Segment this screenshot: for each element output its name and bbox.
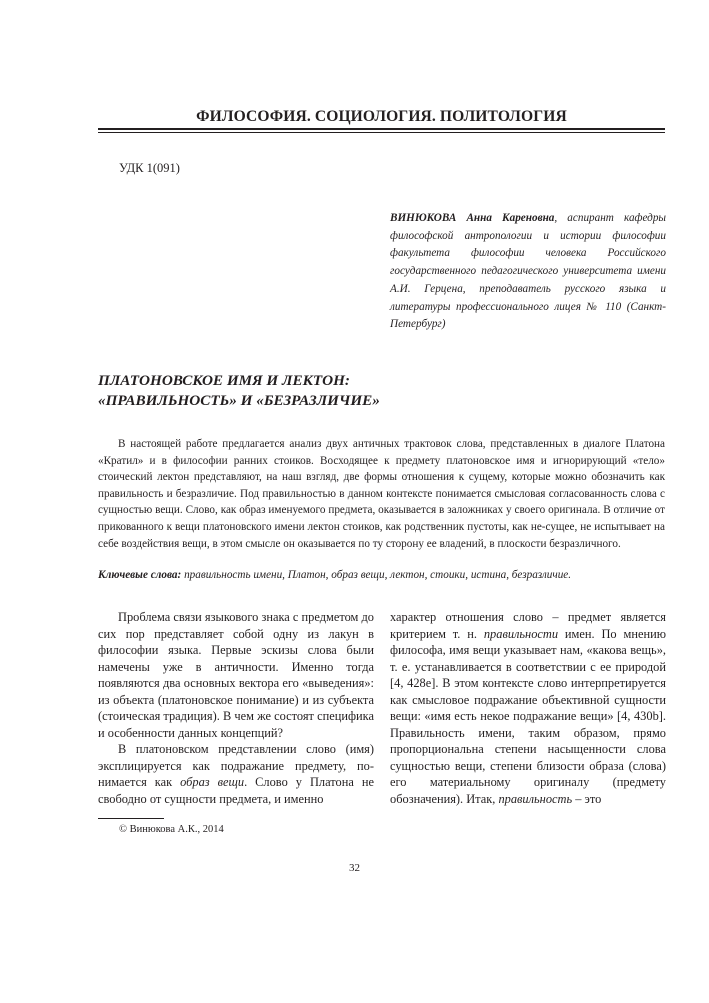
text-run: – это [572,792,602,807]
keywords-list: правильность имени, Платон, образ вещи, лектон, стоики, истина, безразличие. [181,569,572,581]
body-column-left [98,609,374,808]
article-title-line-1: ПЛАТОНОВСКОЕ ИМЯ И ЛЕКТОН: [98,372,350,389]
text-run: . Слово у Платона не свободно от сущности предмета, и именно [98,775,374,807]
page-number: 32 [349,862,360,874]
footnote-rule [98,818,164,819]
abstract: В настоящей работе предлагается анализ двух античных трактовок слова, представленных в диалоге Платона «Кратил» и в философии ранних стоиков. Восходящее к предмету платоновское имя и игнорирующий «тело» стоический лектон представляют, на наш взгляд, две формы отношения к сущему, которые можно обозначить как правильность и безразличие. Под правильностью в данном контексте понимается смысловая согласованность слова с сущностью вещи. Слово, как образ именуемого предмета, оказывается в заложниках у своего оригинала. В отличие от прикованного к вещи платоновского имени лектон стоиков, как родственник пустоты, как не-сущее, не испытывает на себе воздействия вещи, в этом смысле он оказывается по ту сторону ее владений, в плоскости безразличного. [98,438,665,550]
keywords-label: Ключевые слова: [98,569,182,581]
article-title-line-2: «ПРАВИЛЬНОСТЬ» И «БЕЗРАЗЛИЧИЕ» [98,392,380,409]
emphasis: правильность [498,792,573,807]
emphasis: правильности [483,626,559,641]
text-run: имен. По мнению философа, имя вещи указывает нам, «какова вещь», т. е. устанавливается в соответствии с ее природой [4, 428e]. В этом контексте слово интерпретируется как смысловое подражание объективной сущности вещи: «имя есть некое подражание вещи» [4, 430b]. Правильность имени, таким образом, прямо пропорциональна степени насыщенности слова сущностью вещи, степени близости образа (слова) его материальному оригиналу (предмету обозначения). Итак, [390,626,666,807]
author-block [390,210,666,334]
journal-section-header: ФИЛОСОФИЯ. СОЦИОЛОГИЯ. ПОЛИТОЛОГИЯ [196,108,567,125]
body-paragraph [390,609,666,808]
text-run: характер отношения слово – предмет является критерием т. н. [390,610,666,641]
article-title [98,371,658,411]
body-column-right [390,609,666,808]
text-run: В платоновском представлении слово (имя) эксплицируется как подражание предмету, понимается как [98,742,374,790]
author-affiliation: , аспирант кафедры философской антропологии и истории философии факультета философии человека Российского государственного педагогического университета имени А.И. Герцена, преподаватель русского языка и литературы профессионального лицея № 110 (Санкт-Петербург) [390,212,666,331]
body-paragraph [98,741,374,807]
keywords [98,569,665,581]
header-rule-thin [98,132,665,133]
udk-code: УДК 1(091) [119,161,180,175]
body-paragraph: Проблема связи языкового знака с предметом до сих пор представляет собой одну из лакун в философии языка. Первые эскизы слова были намечены уже в античности. Именно тогда появляются два основных вектора его «выведения»: из объекта (платоновское понимание) и из субъекта (стоическая традиция). В чем же состоят специфика и особенности данных концепций? [98,610,374,740]
emphasis: образ вещи [180,775,245,790]
header-rule-thick [98,128,665,130]
copyright-footnote: © Винюкова А.К., 2014 [119,824,224,835]
author-name: ВИНЮКОВА Анна Кареновна [390,212,555,224]
